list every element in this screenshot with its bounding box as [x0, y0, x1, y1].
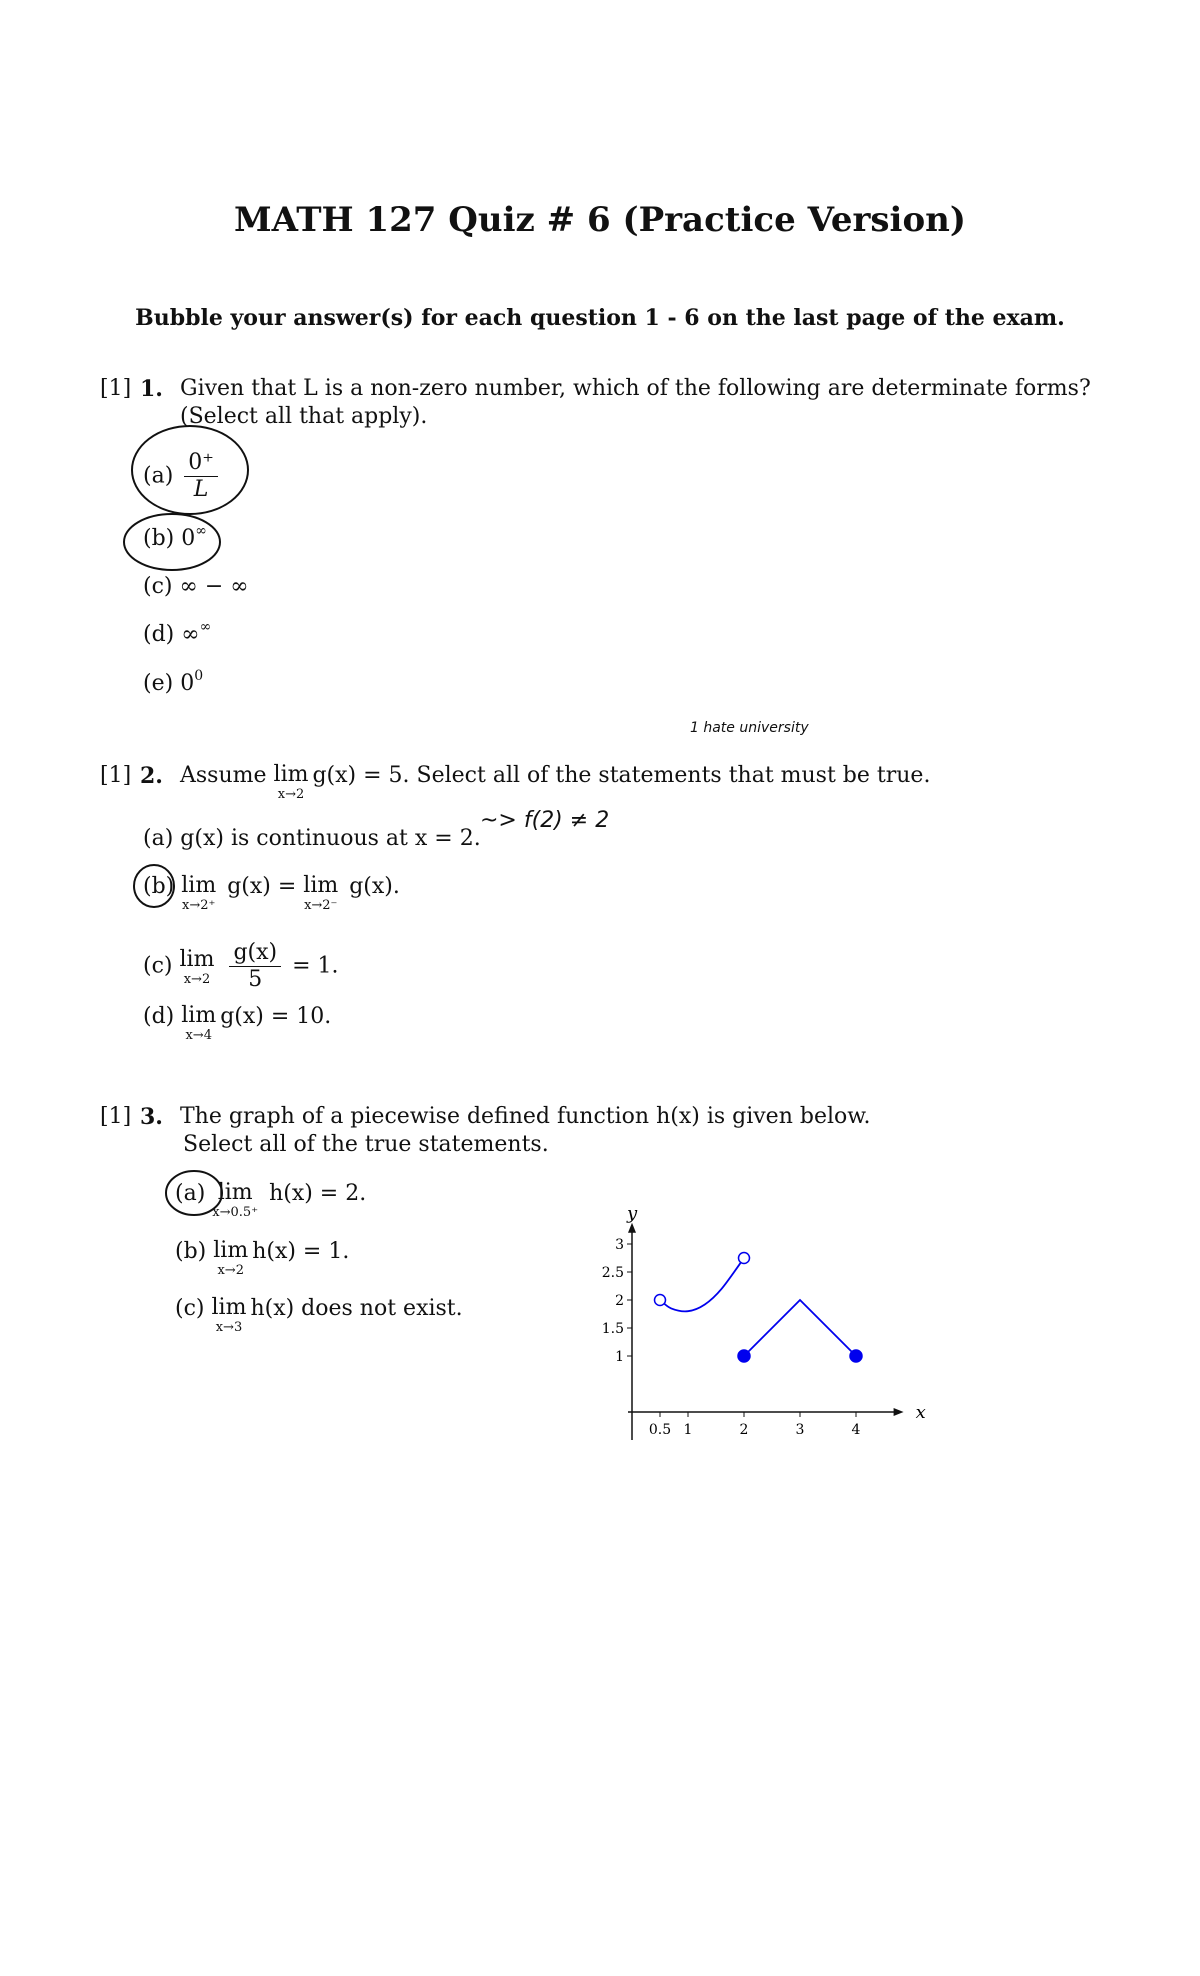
q3-stem: The graph of a piecewise defined function h(x) is given below.: [180, 1104, 871, 1129]
closed-endpoint: [738, 1350, 750, 1362]
q2-option-b[interactable]: (b) lim x→2⁺ g(x) = lim x→2⁻ g(x).: [143, 873, 400, 913]
y-axis-arrow: [628, 1223, 636, 1233]
q2-option-c[interactable]: (c) lim x→2 $\frac{g(x)}{5}$ = 1.: [143, 940, 339, 992]
q1-option-d[interactable]: (d) ∞∞: [143, 619, 212, 647]
margin-note: 1 hate university: [690, 720, 809, 736]
piecewise-graph: [580, 1190, 926, 1460]
instructions: Bubble your answer(s) for each question 1 - 6 on the last page of the exam.: [135, 305, 1065, 331]
handwritten-circle-q2: [130, 862, 180, 912]
fraction: $\frac{0^+}{L}$: [184, 450, 218, 503]
y-tick-label: 2.5: [601, 1265, 624, 1281]
option-label: (a): [143, 463, 174, 489]
y-axis-label: y: [627, 1202, 638, 1224]
x-tick-label: 1: [683, 1422, 693, 1438]
circle-a: [132, 426, 248, 514]
q2-points: [1]: [100, 763, 132, 788]
q3-stem-2: Select all of the true statements.: [183, 1132, 549, 1157]
y-tick-label: 3: [615, 1237, 624, 1253]
q1-stem: Given that L is a non-zero number, which of the following are determinate forms?: [180, 376, 1091, 401]
q1-option-b[interactable]: (b) 0∞: [143, 523, 207, 551]
q1-number: 1.: [140, 376, 163, 402]
page-title: MATH 127 Quiz # 6 (Practice Version): [234, 200, 966, 240]
open-endpoint: [739, 1253, 750, 1264]
q3-option-a[interactable]: (a) lim x→0.5⁺ h(x) = 2.: [175, 1180, 367, 1220]
handwritten-circle-q3: [162, 1165, 232, 1220]
closed-endpoint: [850, 1350, 862, 1362]
q3-option-c[interactable]: (c) lim x→3 h(x) does not exist.: [175, 1295, 463, 1335]
x-axis-label: x: [915, 1402, 926, 1423]
q1-option-c[interactable]: (c) ∞ − ∞: [143, 574, 249, 599]
q2-option-d[interactable]: (d) lim x→4 g(x) = 10.: [143, 1003, 332, 1043]
x-tick-label: 0.5: [648, 1422, 672, 1438]
handwritten-circles-q1: [120, 420, 260, 580]
y-tick-label: 1: [615, 1349, 624, 1365]
x-tick-label: 3: [795, 1422, 805, 1438]
circle-b: [124, 514, 220, 570]
open-endpoint: [655, 1295, 666, 1306]
q3-points: [1]: [100, 1104, 132, 1129]
x-axis-arrow: [894, 1408, 904, 1416]
y-tick-label: 2: [615, 1293, 624, 1309]
q3-number: 3.: [140, 1104, 163, 1130]
x-tick-label: 4: [851, 1422, 861, 1438]
handwritten-annotation: ~> f(2) ≠ 2: [480, 808, 610, 833]
q3-option-b[interactable]: (b) lim x→2 h(x) = 1.: [175, 1238, 350, 1278]
x-tick-label: 2: [739, 1422, 749, 1438]
q1-stem-2: (Select all that apply).: [180, 404, 428, 429]
q1-points: [1]: [100, 376, 132, 401]
series-line-1: [660, 1258, 744, 1311]
q2-stem: Assume lim x→2 g(x) = 5. Select all of the statements that must be true.: [180, 762, 931, 802]
y-tick-label: 1.5: [601, 1321, 624, 1337]
q2-number: 2.: [140, 763, 163, 789]
q2-option-a[interactable]: (a) g(x) is continuous at x = 2.: [143, 826, 481, 851]
series-line-2: [744, 1300, 856, 1356]
q1-option-e[interactable]: (e) $0^0$: [143, 668, 204, 696]
